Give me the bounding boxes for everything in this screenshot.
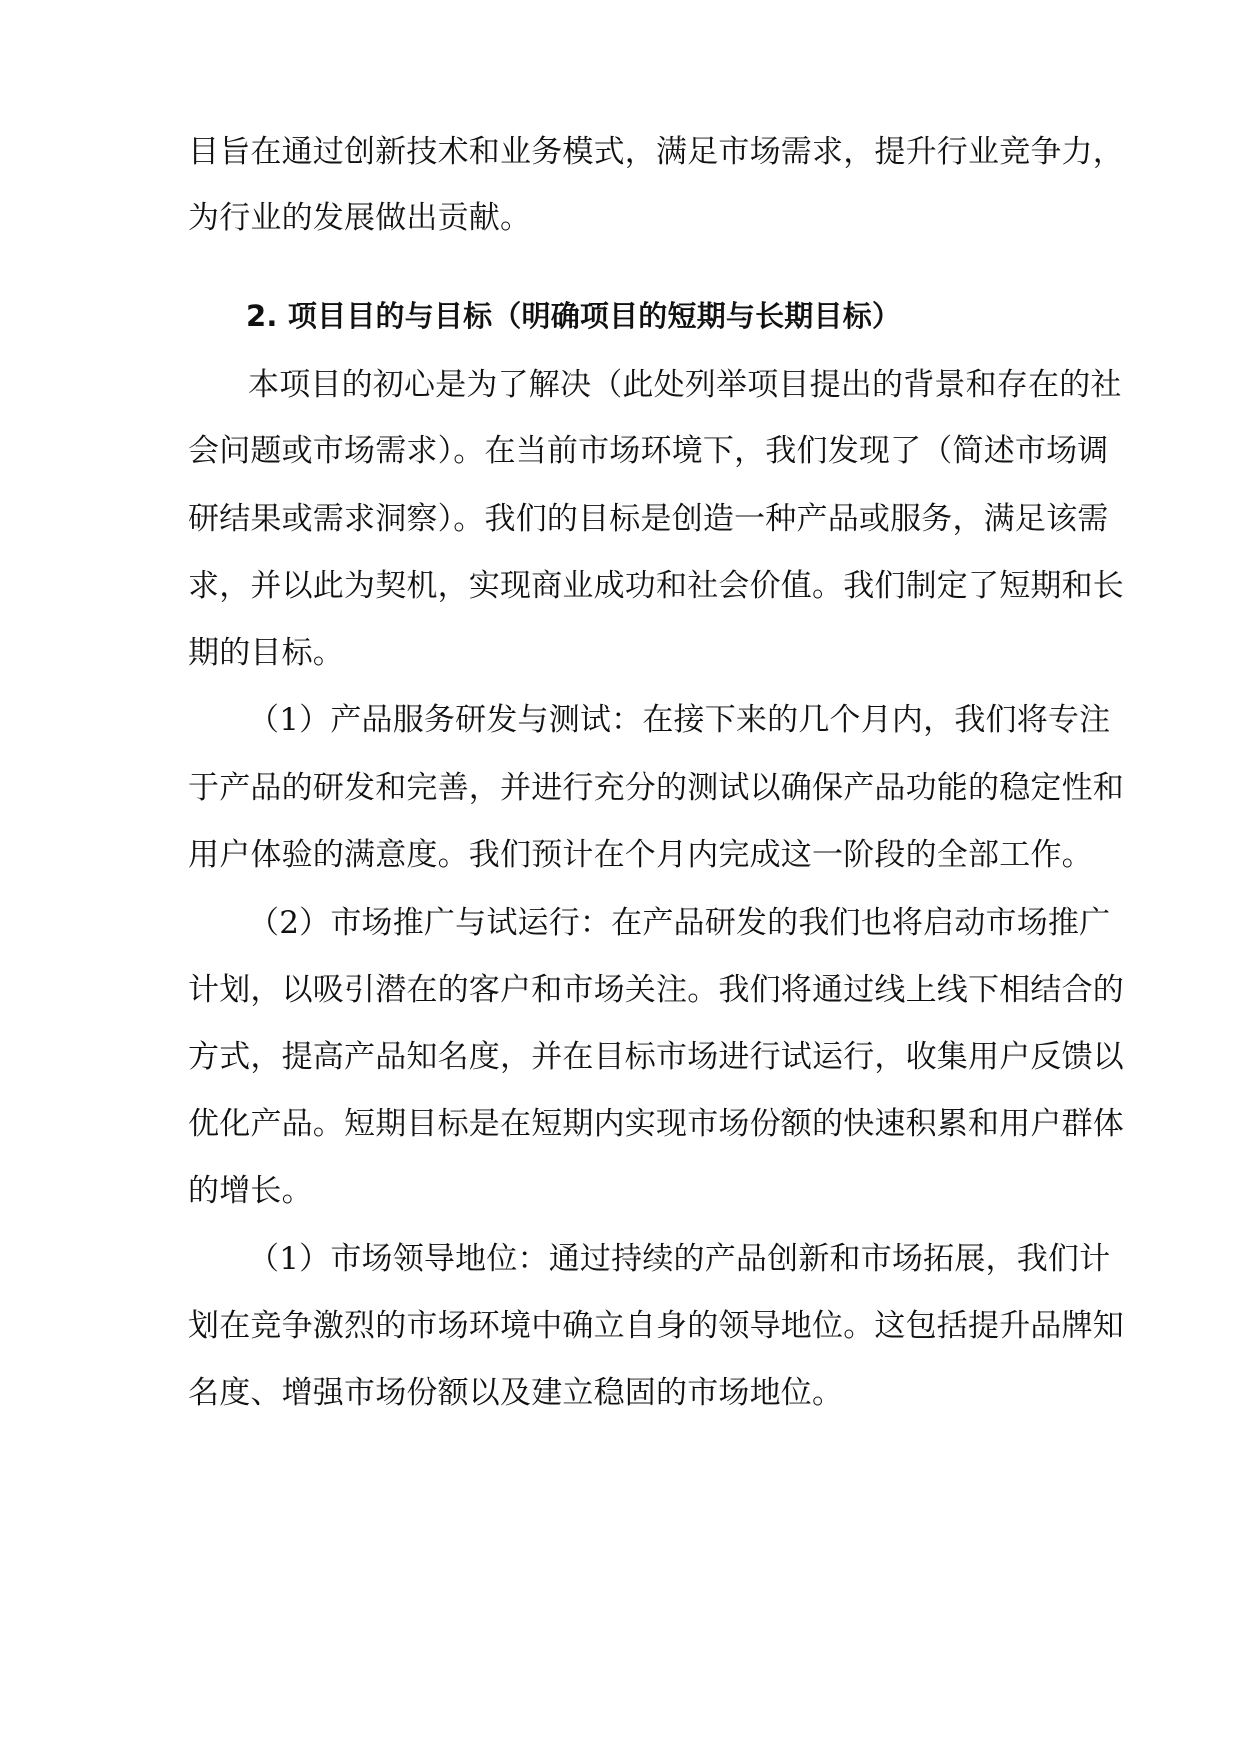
paragraph-1-line-3: 研结果或需求洞察）。我们的目标是创造一种产品或服务，满足该需: [188, 501, 1109, 537]
paragraph-1-line-1: 本项目的初心是为了解决（此处列举项目提出的背景和存在的社: [248, 367, 1122, 403]
paragraph-1-line-5: 期的目标。: [188, 635, 344, 671]
paragraph-1-line-4: 求，并以此为契机，实现商业成功和社会价值。我们制定了短期和长: [188, 568, 1124, 604]
paragraph-4-line-3: 名度、增强市场份额以及建立稳固的市场地位。: [188, 1375, 844, 1411]
paragraph-1-line-2: 会问题或市场需求）。在当前市场环境下，我们发现了（简述市场调: [188, 433, 1109, 469]
paragraph-3-line-2: 计划，以吸引潜在的客户和市场关注。我们将通过线上线下相结合的: [188, 972, 1124, 1008]
paragraph-3-line-4: 优化产品。短期目标是在短期内实现市场份额的快速积累和用户群体: [188, 1106, 1124, 1142]
paragraph-4-line-1: （1）市场领导地位：通过持续的产品创新和市场拓展，我们计: [248, 1241, 1111, 1277]
paragraph-2-line-2: 于产品的研发和完善，并进行充分的测试以确保产品功能的稳定性和: [188, 770, 1124, 806]
paragraph-3-line-1: （2）市场推广与试运行：在产品研发的我们也将启动市场推广: [248, 905, 1111, 941]
paragraph-4-line-2: 划在竞争激烈的市场环境中确立自身的领导地位。这包括提升品牌知: [188, 1308, 1124, 1344]
intro-line-2: 为行业的发展做出贡献。: [188, 200, 532, 236]
paragraph-3-line-5: 的增长。: [188, 1173, 313, 1209]
section-heading: 2. 项目目的与目标（明确项目的短期与长期目标）: [246, 299, 902, 333]
paragraph-3-line-3: 方式，提高产品知名度，并在目标市场进行试运行，收集用户反馈以: [188, 1039, 1124, 1075]
paragraph-2-line-1: （1）产品服务研发与测试：在接下来的几个月内，我们将专注: [248, 702, 1111, 738]
intro-line-1: 目旨在通过创新技术和业务模式，满足市场需求，提升行业竞争力，: [188, 134, 1124, 170]
paragraph-2-line-3: 用户体验的满意度。我们预计在个月内完成这一阶段的全部工作。: [188, 837, 1093, 873]
